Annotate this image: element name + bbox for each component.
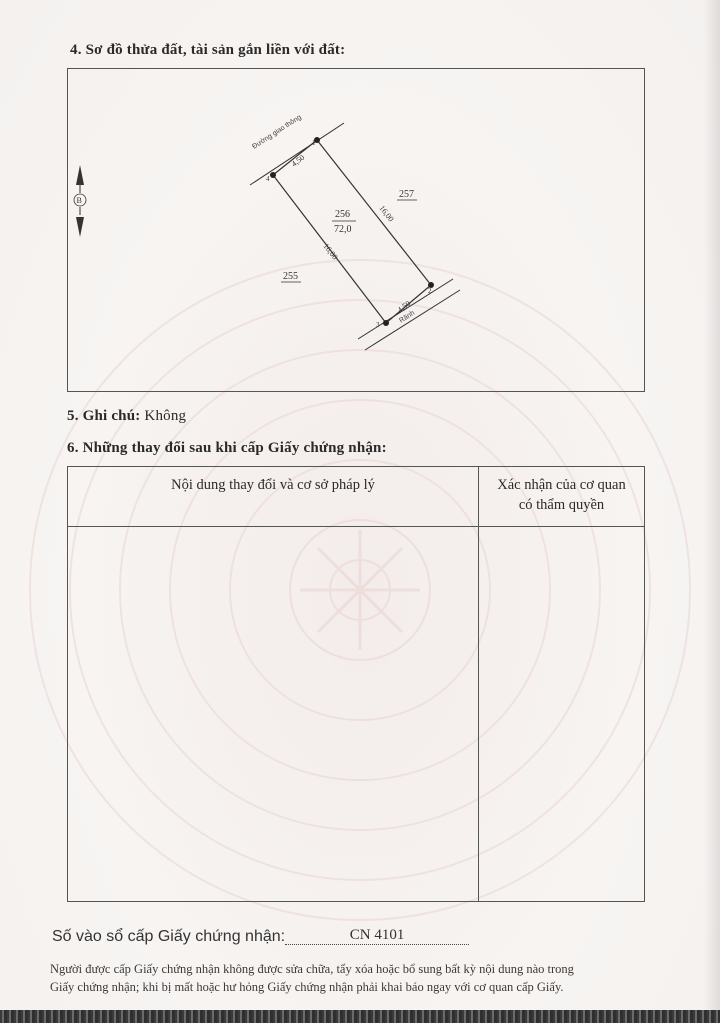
header-confirm-line2: có thẩm quyền [518,497,605,513]
neighbor-parcel-255: 255 [283,271,298,282]
north-letter: B [76,196,82,205]
edge-bottom-length: 4,50 [395,298,413,315]
land-plot-sketch [67,68,645,392]
notice-line-1: Người được cấp Giấy chứng nhận không được sửa chữa, tẩy xóa hoặc bổ sung bất kỳ nội dung nào trong [50,962,574,976]
vertex-4-label: 4 [266,175,270,183]
change-content-cell [68,527,479,902]
section-5-note [67,408,186,425]
road-line [250,123,344,185]
vertex-2-label: 2 [428,287,432,295]
page-edge-shadow [704,0,720,1023]
edge-right-length: 16,00 [377,203,396,224]
drain-label: Rãnh [398,309,417,325]
parcel-area: 72,0 [334,224,352,235]
section-4-heading: 4. Sơ đồ thửa đất, tài sản gắn liền với đất: [70,42,346,58]
header-authority-confirmation [479,467,645,527]
road-label: Đường giao thông [251,113,303,151]
vertex-3-label: 3 [376,321,380,329]
north-arrow-icon [74,165,86,237]
bottom-edge-strip [0,1010,720,1023]
parcel-boundary [273,140,431,323]
legal-notice [50,960,670,996]
section-5-value: Không [144,408,187,424]
header-confirm-line1: Xác nhận của cơ quan [497,477,626,493]
changes-table [67,466,645,902]
header-change-content: Nội dung thay đổi và cơ sở pháp lý [68,467,479,527]
section-6-heading: 6. Những thay đổi sau khi cấp Giấy chứng nhận: [67,440,387,456]
drain-line-lower [365,290,460,350]
confirmation-cell [479,527,645,902]
edge-top-length: 4,50 [289,152,307,169]
registry-label: Số vào sổ cấp Giấy chứng nhận: [52,928,286,945]
registry-number-line [52,928,469,947]
neighbor-parcel-257: 257 [399,189,414,200]
vertex-1-label: 1 [312,139,316,147]
changes-table-header [68,467,645,527]
notice-line-2: Giấy chứng nhận; khi bị mất hoặc hư hỏng Giấy chứng nhận phải khai báo ngay với cơ quan cấp Giấy. [50,980,564,994]
changes-table-row [68,527,645,902]
parcel-number: 256 [335,209,350,220]
edge-left-length: 16,00 [321,241,340,262]
vertex-4 [270,172,276,178]
section-5-heading: 5. Ghi chú: [67,408,141,424]
vertex-3 [383,320,389,326]
registry-value: CN 4101 [285,927,469,945]
plot-diagram [68,69,644,391]
